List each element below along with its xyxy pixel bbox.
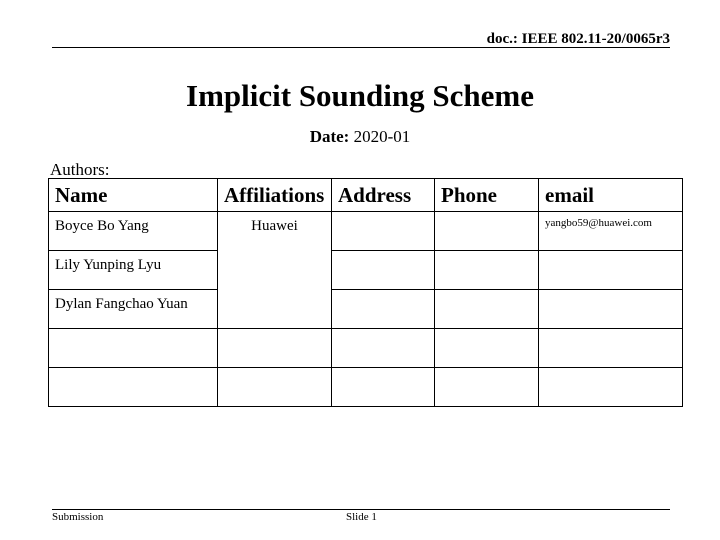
cell-phone: [435, 290, 539, 329]
header-divider: [52, 47, 670, 48]
cell-affiliation: Huawei: [218, 212, 332, 329]
cell-name: Dylan Fangchao Yuan: [49, 290, 218, 329]
header-address: Address: [332, 179, 435, 212]
cell-address: [332, 329, 435, 368]
footer-slide-number: Slide 1: [346, 511, 377, 523]
cell-email: [539, 368, 683, 407]
cell-name: Boyce Bo Yang: [49, 212, 218, 251]
cell-email: [539, 329, 683, 368]
header-email: email: [539, 179, 683, 212]
authors-table: [48, 178, 683, 407]
table-row: [49, 212, 683, 251]
cell-address: [332, 212, 435, 251]
cell-affiliation: [218, 329, 332, 368]
cell-address: [332, 290, 435, 329]
slide-title: Implicit Sounding Scheme: [186, 78, 534, 113]
header-name: Name: [49, 179, 218, 212]
table-row: [49, 368, 683, 407]
table-row: [49, 251, 683, 290]
cell-phone: [435, 368, 539, 407]
header-affiliations: Affiliations: [218, 179, 332, 212]
cell-email: [539, 290, 683, 329]
cell-name: [49, 329, 218, 368]
date-label: Date:: [309, 127, 350, 146]
cell-phone: [435, 212, 539, 251]
cell-address: [332, 251, 435, 290]
cell-email: [539, 251, 683, 290]
cell-name: [49, 368, 218, 407]
cell-email: yangbo59@huawei.com: [539, 212, 683, 251]
authors-label: Authors:: [50, 160, 110, 179]
cell-phone: [435, 329, 539, 368]
cell-address: [332, 368, 435, 407]
cell-name: Lily Yunping Lyu: [49, 251, 218, 290]
table-row: [49, 329, 683, 368]
table-header-row: [49, 179, 683, 212]
document-id: doc.: IEEE 802.11-20/0065r3: [486, 31, 670, 47]
header-phone: Phone: [435, 179, 539, 212]
cell-affiliation: [218, 368, 332, 407]
footer-submission: Submission: [52, 511, 104, 523]
footer-divider: [52, 509, 670, 510]
date-value: 2020-01: [353, 127, 411, 146]
table-row: [49, 290, 683, 329]
slide-date: [0, 127, 720, 147]
cell-phone: [435, 251, 539, 290]
